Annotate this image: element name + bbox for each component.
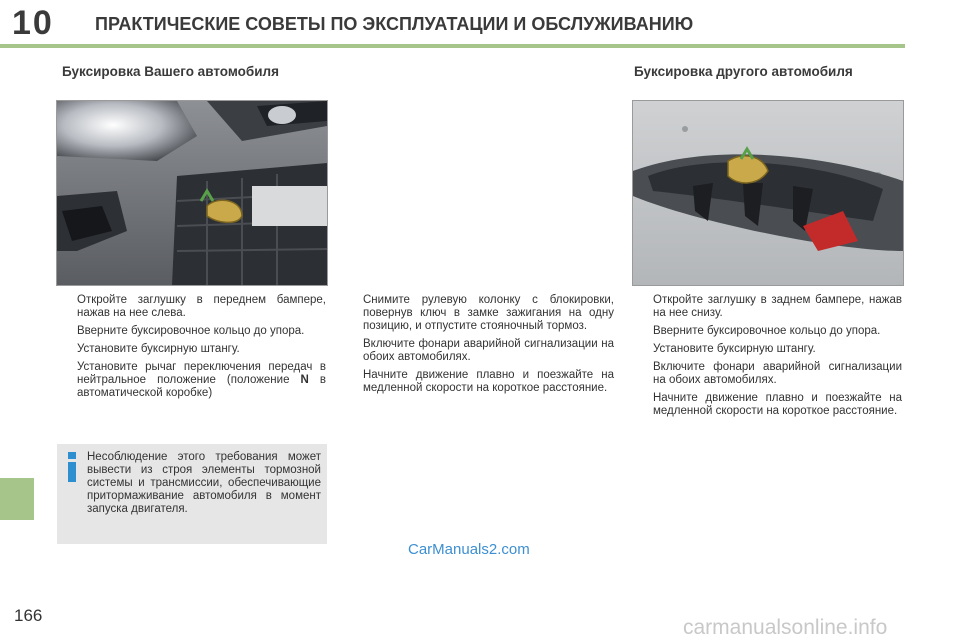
rear-bumper-photo bbox=[632, 100, 904, 286]
list-item: Откройте заглушку в заднем бампере, нажав на нее снизу. bbox=[653, 294, 902, 319]
watermark-bottom: carmanualsonline.info bbox=[683, 616, 888, 639]
list-item: Включите фонари аварийной сигнализации на обоих автомобилях. bbox=[653, 361, 902, 386]
chapter-title: ПРАКТИЧЕСКИЕ СОВЕТЫ ПО ЭКСПЛУАТАЦИИ И ОБСЛУЖИВАНИЮ bbox=[95, 14, 694, 34]
list-item: Начните движение плавно и поезжайте на медленной скорости на короткое расстояние. bbox=[653, 392, 902, 417]
info-box bbox=[57, 444, 327, 544]
list-item: Установите рычаг переключения передач в нейтральное положение (положение N в автоматической коробке) bbox=[77, 361, 326, 399]
list-item: Снимите рулевую колонку с блокировки, повернув ключ в замке зажигания на одну позицию, и отпустите стояночный тормоз. bbox=[363, 294, 614, 332]
chapter-number: 10 bbox=[12, 4, 54, 42]
watermark-top: CarManuals2.com bbox=[408, 541, 530, 558]
left-section-title: Буксировка Вашего автомобиля bbox=[62, 64, 279, 79]
list-item: Установите буксирную штангу. bbox=[77, 343, 240, 355]
chapter-side-tab bbox=[0, 478, 34, 520]
right-section-title: Буксировка другого автомобиля bbox=[634, 64, 853, 79]
front-bumper-photo bbox=[56, 100, 328, 286]
header-divider bbox=[0, 44, 905, 48]
page-number: 166 bbox=[14, 606, 43, 625]
right-steps-list bbox=[636, 294, 902, 423]
info-text: Несоблюдение этого требования может вывести из строя элементы тормозной системы и трансмиссии, обеспечивающие притормаживание автомобиля в момент запуска двигателя. bbox=[87, 451, 321, 515]
middle-steps-list bbox=[346, 294, 614, 400]
list-item: Включите фонари аварийной сигнализации на обоих автомобилях. bbox=[363, 338, 614, 363]
list-item: Установите буксирную штангу. bbox=[653, 343, 816, 355]
left-steps-list bbox=[60, 294, 326, 405]
list-item: Откройте заглушку в переднем бампере, нажав на нее слева. bbox=[77, 294, 326, 319]
list-item: Начните движение плавно и поезжайте на медленной скорости на короткое расстояние. bbox=[363, 369, 614, 394]
list-item: Вверните буксировочное кольцо до упора. bbox=[77, 325, 305, 337]
info-icon bbox=[65, 452, 79, 482]
list-item: Вверните буксировочное кольцо до упора. bbox=[653, 325, 881, 337]
